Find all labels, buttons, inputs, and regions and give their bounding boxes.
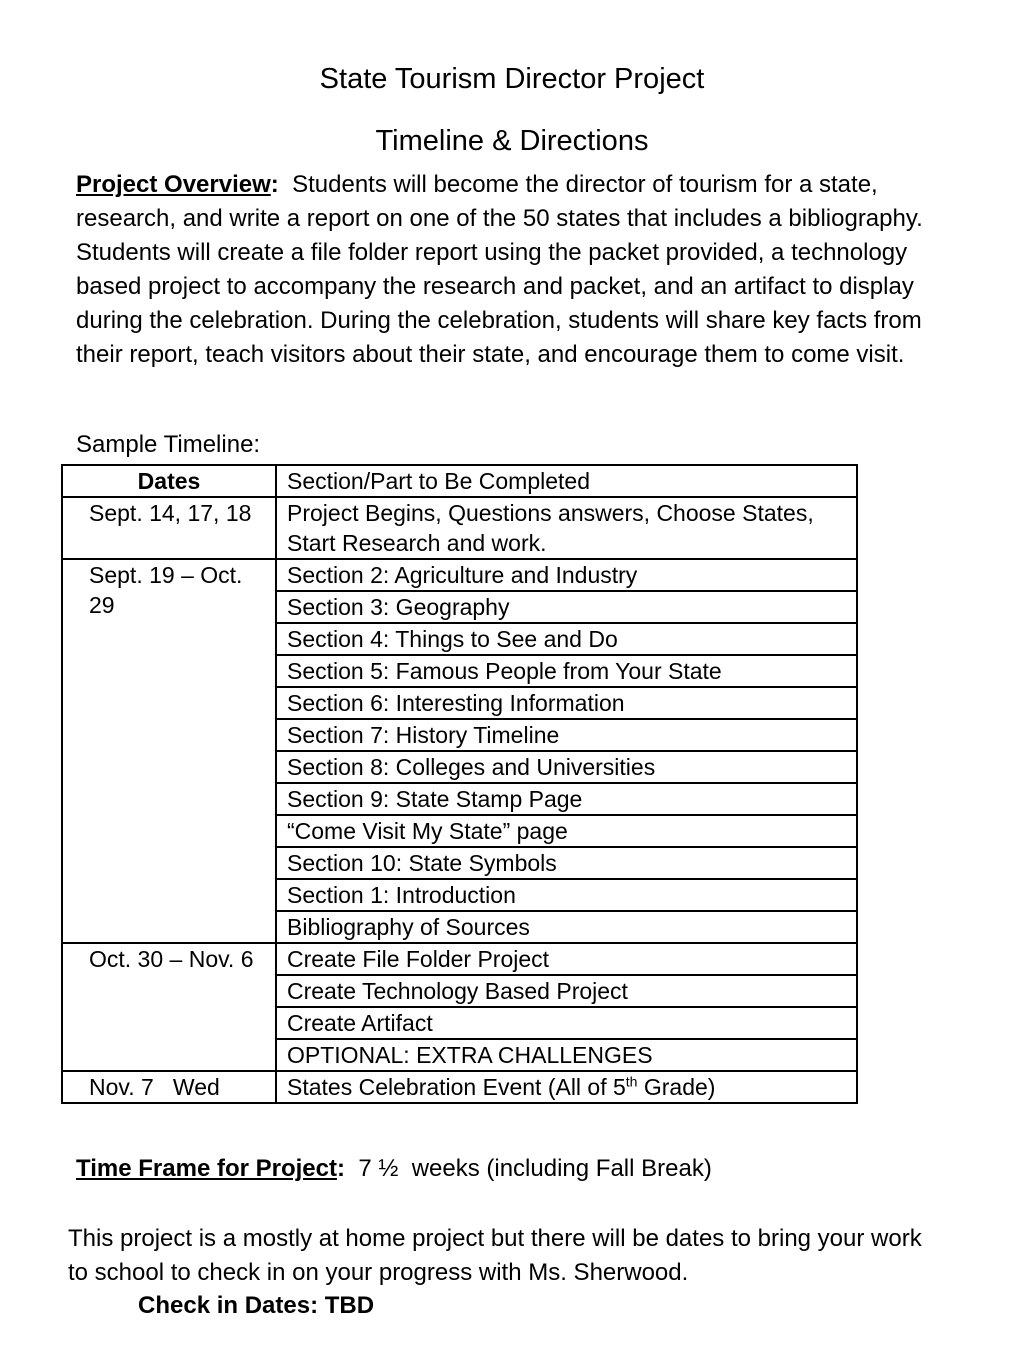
table-row [62, 1071, 857, 1103]
section-cell: Section 7: History Timeline [276, 719, 857, 751]
section-cell: Section 3: Geography [276, 591, 857, 623]
table-row [62, 943, 857, 975]
date-cell: Sept. 19 – Oct. 29 [62, 559, 276, 943]
sample-timeline-label: Sample Timeline: [76, 431, 261, 458]
ordinal-suffix: th [625, 1073, 638, 1090]
section-cell: Create File Folder Project [276, 943, 857, 975]
timeframe-colon: : [336, 1155, 345, 1182]
section-cell: Section 2: Agriculture and Industry [276, 559, 857, 591]
project-note: This project is a mostly at home project but there will be dates to bring your work to school to check in on your progress with Ms. Sherwood. [68, 1225, 922, 1286]
section-cell: Section 6: Interesting Information [276, 687, 857, 719]
page-subtitle: Timeline & Directions [375, 125, 649, 157]
section-cell: Section 8: Colleges and Universities [276, 751, 857, 783]
timeframe-label: Time Frame for Project [76, 1155, 337, 1182]
table-row [62, 497, 857, 559]
header-section: Section/Part to Be Completed [276, 465, 857, 497]
overview-label: Project Overview [76, 171, 271, 198]
section-cell: Create Artifact [276, 1007, 857, 1039]
table-header-row [62, 465, 857, 497]
time-frame [76, 1154, 712, 1184]
section-cell [276, 1071, 857, 1103]
section-cell: Bibliography of Sources [276, 911, 857, 943]
page-title: State Tourism Director Project [319, 63, 705, 95]
celebration-text-end: Grade) [637, 1074, 716, 1100]
date-cell: Oct. 30 – Nov. 6 [62, 943, 276, 1071]
section-cell: Section 4: Things to See and Do [276, 623, 857, 655]
section-cell: Create Technology Based Project [276, 975, 857, 1007]
section-cell: Section 1: Introduction [276, 879, 857, 911]
celebration-text: States Celebration Event (All of 5 [287, 1074, 626, 1100]
section-cell: “Come Visit My State” page [276, 815, 857, 847]
section-cell: OPTIONAL: EXTRA CHALLENGES [276, 1039, 857, 1071]
timeline-table [61, 464, 858, 1104]
project-overview [76, 168, 936, 372]
overview-text: Students will become the director of tourism for a state, research, and write a report on one of the 50 states that includes a bibliography. Students will create a file folder report using the packet provided, a technology based project to accompany the research and packet, and an artifact to display during the celebration. During the celebration, students will share key facts from their report, teach visitors about their state, and encourage them to come visit. [76, 171, 923, 368]
header-dates: Dates [62, 465, 276, 497]
section-cell: Project Begins, Questions answers, Choose States, Start Research and work. [276, 497, 857, 559]
timeframe-text: 7 ½ weeks (including Fall Break) [344, 1155, 712, 1182]
section-cell: Section 9: State Stamp Page [276, 783, 857, 815]
date-cell: Sept. 14, 17, 18 [62, 497, 276, 559]
table-row [62, 559, 857, 591]
date-cell: Nov. 7 Wed [62, 1071, 276, 1103]
overview-colon: : [270, 171, 279, 198]
check-in-dates: Check in Dates: TBD [138, 1292, 375, 1319]
section-cell: Section 5: Famous People from Your State [276, 655, 857, 687]
section-cell: Section 10: State Symbols [276, 847, 857, 879]
